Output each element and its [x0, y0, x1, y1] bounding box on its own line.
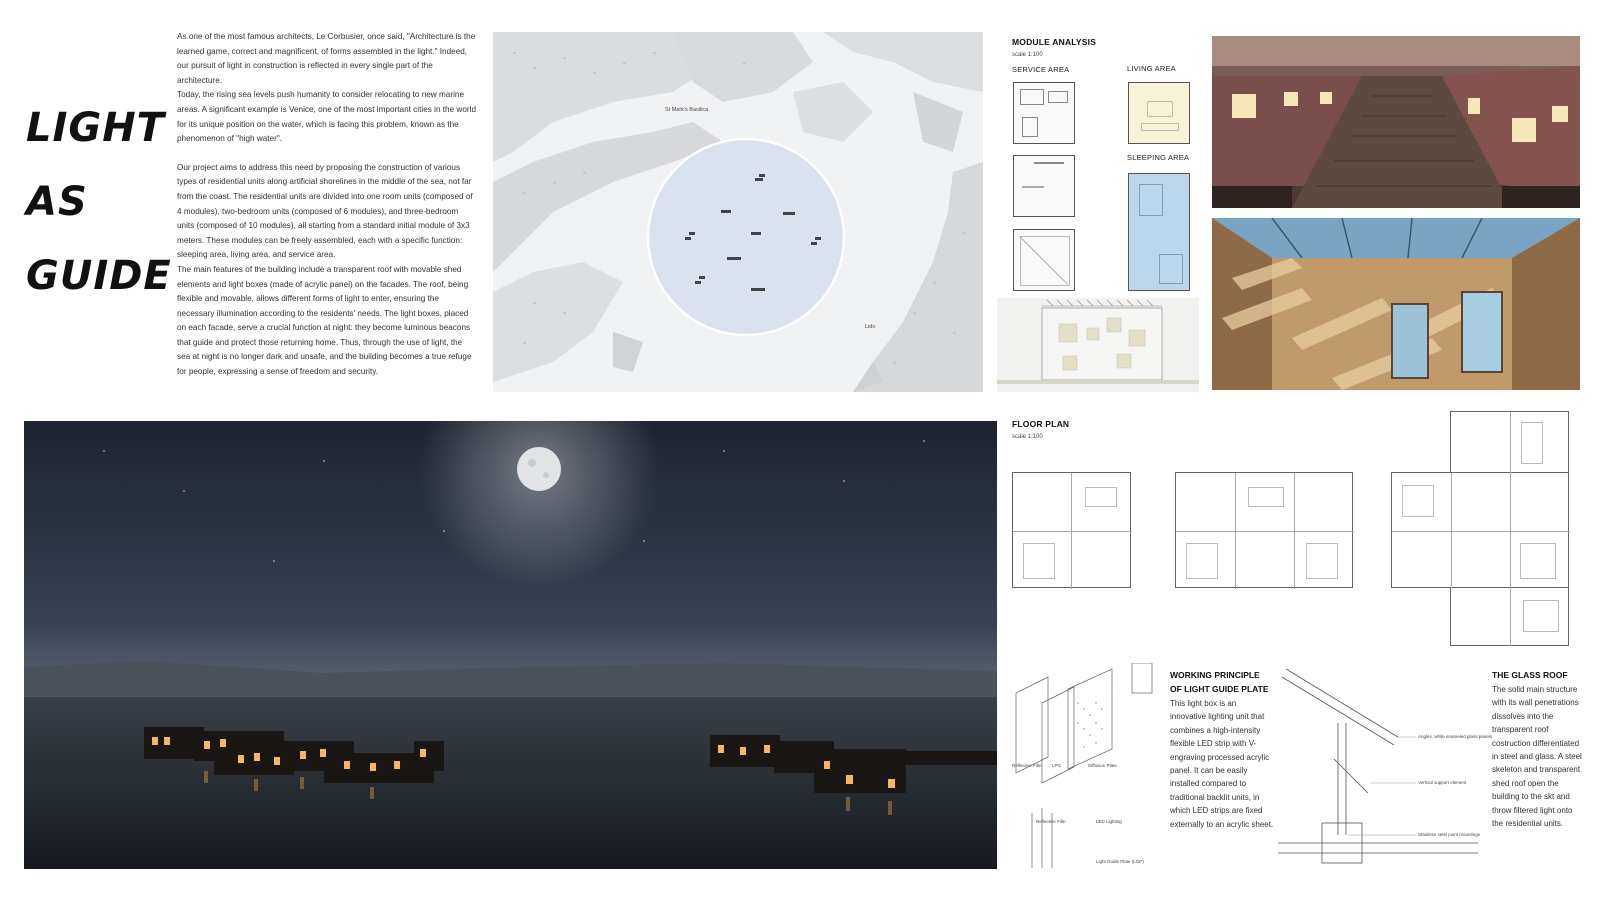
label-enameled-glass: Angles, white enameled glass panels [1418, 734, 1493, 739]
walkway-illustration [1212, 36, 1580, 208]
title-as: AS [26, 179, 88, 225]
service-module-1 [1013, 82, 1075, 144]
floor-plan-three-bedroom-lower [1391, 472, 1569, 588]
living-area-label: LIVING AREA [1127, 64, 1176, 73]
floor-plan-two-bedroom [1175, 472, 1353, 588]
label-light-guide-plate: Light Guide Plate (LGP) [1096, 859, 1144, 864]
floor-plan-three-bedroom-bottom [1450, 588, 1569, 646]
elevation-drawing [997, 298, 1199, 392]
label-reflective-film: Reflective Film [1012, 763, 1042, 768]
intro-paragraph-2: Today, the rising sea levels push humanity to consider relocating to new marine areas. A significant example is Venice, one of the most important cities in the world for its unique position on the water, which is facing this problem, known as the phenomenon of "high water". [177, 90, 476, 144]
venice-site-map [493, 32, 983, 392]
night-render [24, 421, 997, 869]
module-analysis-heading: MODULE ANALYSIS [1012, 37, 1097, 47]
floor-plan-scale: scale 1:100 [1012, 434, 1043, 440]
floor-plan-heading: FLOOR PLAN [1012, 419, 1070, 429]
working-principle-body: This light box is an innovative lighting unit that combines a high-intensity flexible LED strip with V-engraving processed acrylic panel. It can be easily installed compared to traditional backlit units, in which LED strips are fixed externally to an acrylic sheet. [1170, 699, 1274, 829]
label-lido: Lido [865, 324, 876, 330]
sleeping-area-label: SLEEPING AREA [1127, 153, 1190, 162]
label-led-lighting: LED Lighting [1096, 819, 1122, 824]
intro-paragraph-3: Our project aims to address this need by proposing the construction of various types of residential units along artificial shorelines in the middle of the sea, not far from the coast. The residential units are divided into one room units (composed of 4 modules), two-bedroom units (composed of 6 modules), and three-bedroom units (composed of 10 modules), all starting from a standard initial module of 3x3 meters. These modules can be freely assembled, each with a specific function: sleeping area, living area, and service area. [177, 162, 473, 260]
sleeping-module [1128, 173, 1190, 291]
module-analysis-scale: scale 1:100 [1012, 52, 1043, 58]
working-principle-heading-1: WORKING PRINCIPLE [1170, 670, 1260, 680]
working-principle-heading-2: OF LIGHT GUIDE PLATE [1170, 684, 1269, 694]
service-module-3 [1013, 229, 1075, 291]
glass-roof-section-drawing [1278, 663, 1493, 868]
label-stainless-mountings: Stainless steel point mountings [1418, 832, 1481, 837]
render-interior [1212, 218, 1580, 390]
glass-roof-body: The solid main structure with its wall penetrations dissolves into the transparent roof costruction differentiated in steel and glass. A steel skeleton and transparent shed roof open the building to the skt and throw filtered light onto the residential units. [1492, 685, 1582, 829]
title-guide: GUIDE [26, 253, 172, 299]
interior-illustration [1212, 218, 1580, 390]
label-lpg: LPG [1052, 763, 1062, 768]
light-guide-plate-diagram [1012, 663, 1162, 868]
label-diffusion-plate: Diffusion Plate [1088, 763, 1117, 768]
label-reflective-film-2: Reflective Film [1036, 819, 1066, 824]
label-st-marks-basilica: St Mark's Basilica [665, 107, 709, 113]
label-vertical-support: Vertical support element [1418, 780, 1467, 785]
glass-roof-drawing [1278, 663, 1481, 868]
title-light: LIGHT [26, 105, 165, 151]
floor-plan-three-bedroom-upper [1450, 411, 1569, 472]
living-module [1128, 82, 1190, 144]
intro-text [177, 30, 477, 380]
service-module-2 [1013, 155, 1075, 217]
intro-paragraph-1: As one of the most famous architects, Le Corbusier, once said, "Architecture is the learned game, correct and magnificent, of forms assembled in the light." Indeed, our pursuit of light in construction is reflected in every single part of the architecture. [177, 32, 476, 85]
map-drawing [493, 32, 983, 392]
night-illustration [24, 421, 997, 869]
render-walkway [1212, 36, 1580, 208]
intro-paragraph-4: The main features of the building include a transparent roof with movable shed elements and light boxes (made of acrylic panel) on the facades. The roof, being flexible and movable, allows different forms of light to enter, ensuring the necessary illumination according to the residents' needs. The light boxes, placed on each facade, serve a crucial function at night: they become luminous beacons that guide and protect those returning home. Thus, through the use of light, the sea at night is no longer dark and unsafe, and the building becomes a true refuge for people, expressing a sense of freedom and security. [177, 264, 472, 377]
service-area-label: SERVICE AREA [1012, 65, 1070, 74]
glass-roof-heading: THE GLASS ROOF [1492, 670, 1568, 680]
floor-plan-one-room [1012, 472, 1131, 588]
module-elevation [997, 298, 1199, 392]
